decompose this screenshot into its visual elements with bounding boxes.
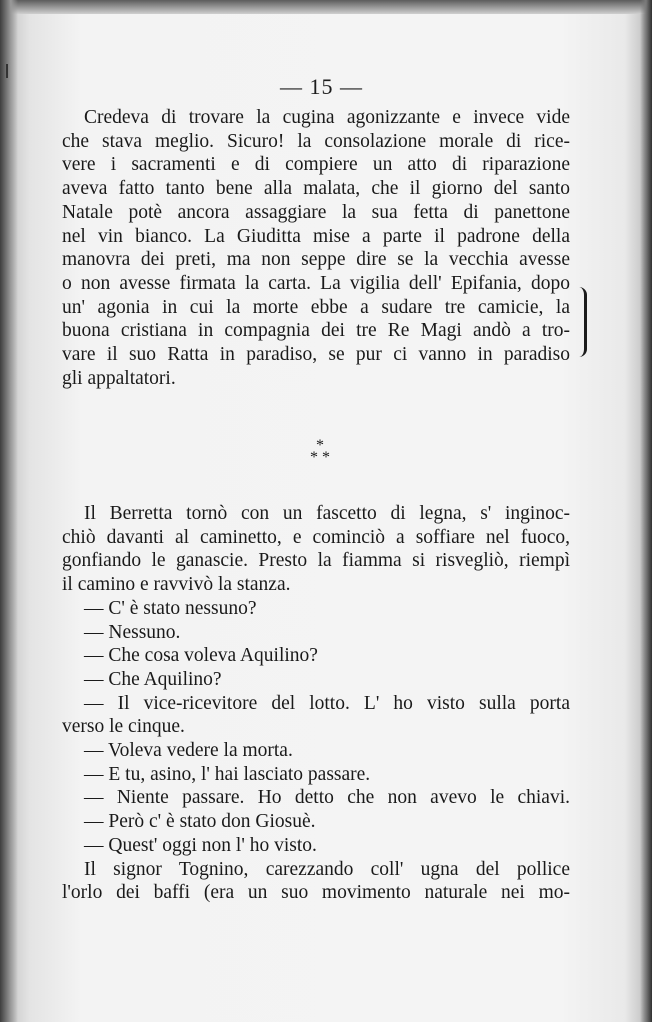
- text-line: che stava meglio. Sicuro! la consolazione morale di rice-: [62, 130, 570, 152]
- text-line: l'orlo dei baffi (era un suo movimento naturale nei mo-: [62, 882, 570, 904]
- text-line: Il signor Tognino, carezzando coll' ugna del pollice: [84, 858, 570, 880]
- paragraph-2-and-dialogue: [62, 502, 570, 905]
- section-break-asterism: [300, 437, 340, 466]
- text-line: aveva fatto tanto bene alla malata, che il giorno del santo: [62, 178, 570, 200]
- asterism-bottom: * *: [310, 449, 330, 466]
- text-line: Credeva di trovare la cugina agonizzante e invece vide: [84, 107, 570, 128]
- text-line: vere i sacramenti e di compiere un atto di riparazione: [62, 154, 570, 176]
- page-top-shadow: [0, 0, 652, 14]
- margin-bracket-mark: [578, 287, 587, 357]
- text-line: manovra dei preti, ma non seppe dire se la vecchia avesse: [62, 249, 570, 271]
- binding-shadow: [0, 0, 18, 1022]
- paragraph-1: [62, 106, 570, 390]
- dialogue-line: — Nessuno.: [84, 621, 181, 643]
- text-line: Natale potè ancora assaggiare la sua fetta di panettone: [62, 201, 570, 223]
- dialogue-line: — Voleva vedere la morta.: [84, 740, 293, 762]
- dialogue-line: — Quest' oggi non l' ho visto.: [84, 834, 317, 856]
- margin-mark: [6, 64, 8, 78]
- text-line: gli appaltatori.: [62, 367, 176, 389]
- text-line: il camino e ravvivò la stanza.: [62, 574, 291, 596]
- dialogue-line: — Niente passare. Ho detto che non avevo le chiavi.: [84, 787, 570, 809]
- dialogue-line: — Che cosa voleva Aquilino?: [84, 645, 318, 667]
- text-line: o non avesse firmata la carta. La vigilia dell' Epifania, dopo: [62, 272, 570, 294]
- page-number: — 15 —: [280, 74, 363, 99]
- page-right-edge: [640, 0, 652, 1022]
- asterism-top: *: [316, 437, 324, 454]
- dialogue-line: verso le cinque.: [62, 716, 185, 738]
- text-line: buona cristiana in compagnia dei tre Re Magi andò a tro-: [62, 320, 570, 342]
- text-line: gonfiando le ganascie. Presto la fiamma si risvegliò, riempì: [62, 550, 570, 572]
- dialogue-line: — E tu, asino, l' hai lasciato passare.: [84, 763, 371, 785]
- dialogue-line: — C' è stato nessuno?: [84, 597, 257, 619]
- dialogue-line: — Il vice-ricevitore del lotto. L' ho visto sulla porta: [84, 692, 570, 714]
- text-line: chiò davanti al caminetto, e cominciò a soffiare nel fuoco,: [62, 526, 570, 548]
- text-line: Il Berretta tornò con un fascetto di legna, s' inginoc-: [84, 503, 570, 524]
- dialogue-line: — Che Aquilino?: [84, 668, 222, 690]
- text-line: un' agonia in cui la morte ebbe a sudare tre camicie, la: [62, 296, 570, 318]
- text-line: nel vin bianco. La Giuditta mise a parte il padrone della: [62, 225, 570, 247]
- text-line: vare il suo Ratta in paradiso, se pur ci vanno in paradiso: [62, 344, 570, 366]
- dialogue-line: — Però c' è stato don Giosuè.: [84, 811, 316, 833]
